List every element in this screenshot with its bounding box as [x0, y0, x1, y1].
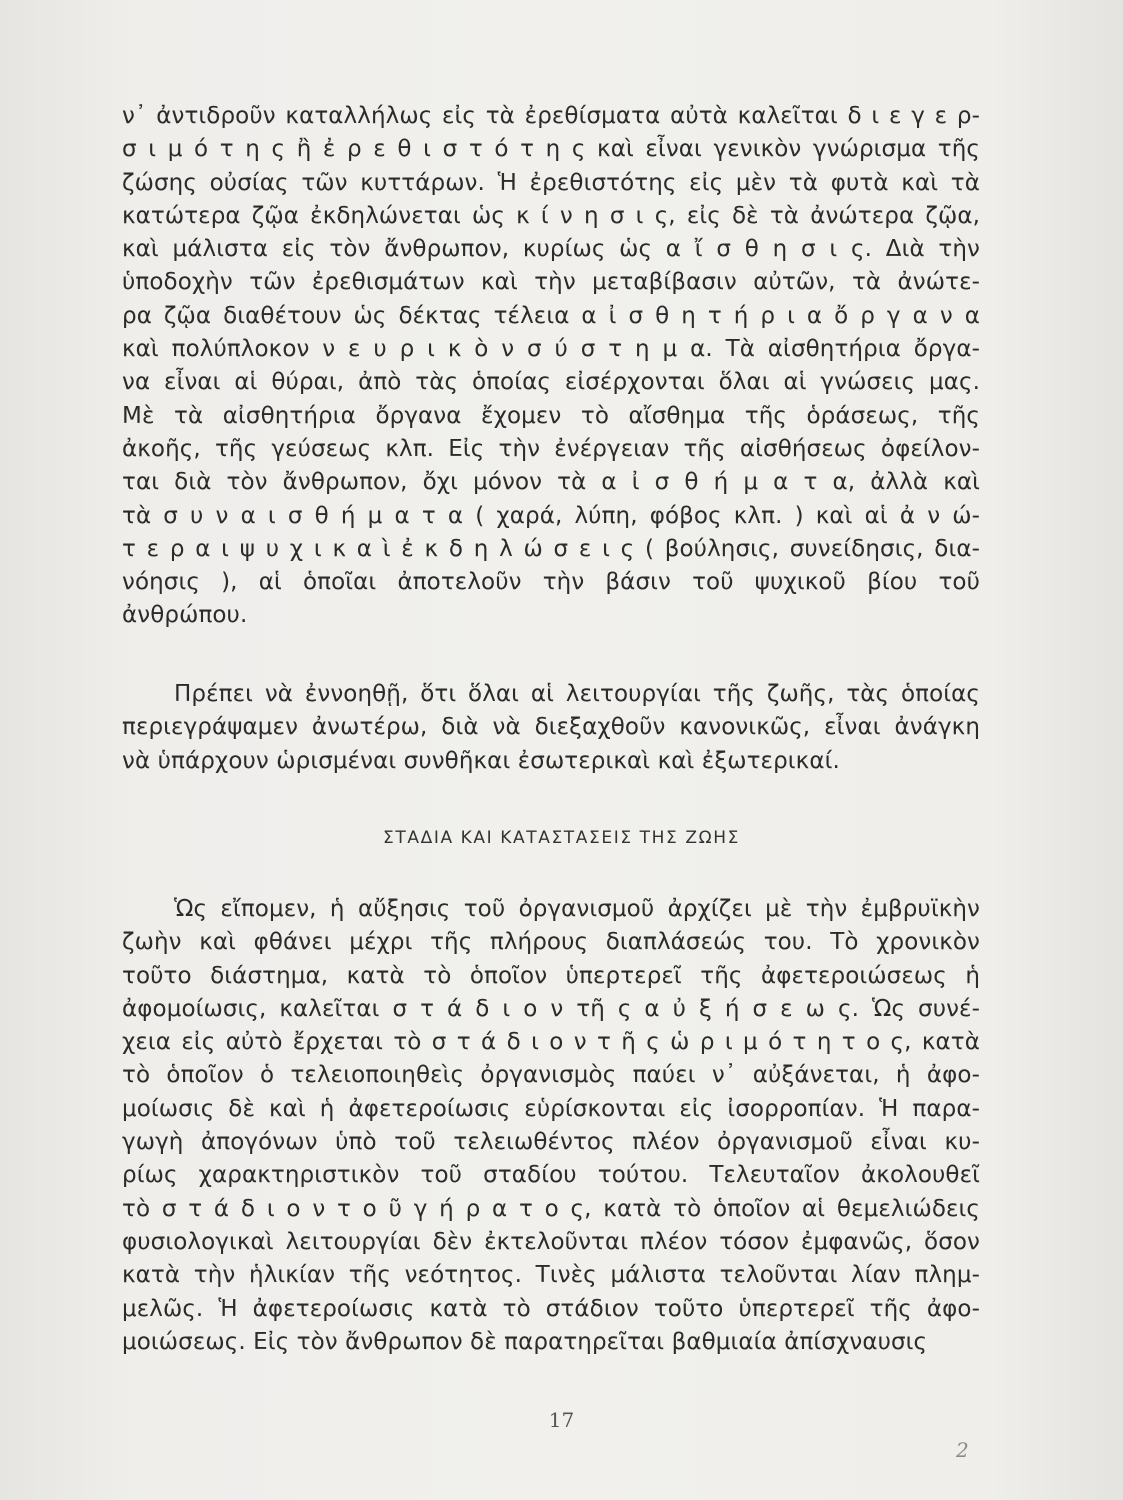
text-line: Μὲ τὰ αἰσθητήρια ὄργανα ἔχομεν τὸ αἴσθημα τῆς ὁράσεως, τῆς [122, 402, 980, 429]
text-line: χεια εἰς αὐτὸ ἔρχεται τὸ σ τ ά δ ι ο ν τ ῆ ς ὡ ρ ι μ ό τ η τ ο ς, κατὰ [122, 1029, 980, 1056]
text-line: ζωὴν καὶ φθάνει μέχρι τῆς πλήρους διαπλάσεώς του. Τὸ χρονικὸν [122, 929, 980, 956]
text-line: σ ι μ ό τ η ς ἢ ἐ ρ ε θ ι σ τ ό τ η ς καὶ εἶναι γενικὸν γνώρισμα τῆς [122, 136, 980, 163]
text-line: ἀκοῆς, τῆς γεύσεως κλπ. Εἰς τὴν ἐνέργειαν τῆς αἰσθήσεως ὀφείλον- [122, 435, 980, 462]
text-line: ζώσης οὐσίας τῶν κυττάρων. Ἡ ἐρεθιστότης εἰς μὲν τὰ φυτὰ καὶ τὰ [122, 169, 980, 196]
sheet-signature-mark: 2 [956, 1438, 969, 1462]
text-line: καὶ πολύπλοκον ν ε υ ρ ι κ ὸ ν σ ύ σ τ η μ α. Τὰ αἰσθητήρια ὄργα- [122, 336, 980, 363]
text-line: Ὡς εἴπομεν, ἡ αὔξησις τοῦ ὀργανισμοῦ ἀρχίζει μὲ τὴν ἐμβρυϊκὴν [174, 896, 980, 922]
stages-paragraph [122, 893, 980, 1359]
text-line: τὸ σ τ ά δ ι ο ν τ ο ῦ γ ή ρ α τ ο ς, κατὰ τὸ ὁποῖον αἱ θεμελιώδεις [122, 1195, 980, 1222]
text-line: μελῶς. Ἡ ἀφετεροίωσις κατὰ τὸ στάδιον τοῦτο ὑπερτερεῖ τῆς ἀφο- [122, 1295, 980, 1322]
text-line: ἀνθρώπου. [122, 602, 248, 629]
text-line: ρα ζῷα διαθέτουν ὡς δέκτας τέλεια α ἰ σ θ η τ ή ρ ι α ὄ ρ γ α ν α [122, 302, 980, 329]
functions-paragraph [122, 678, 980, 778]
text-line: ἀφομοίωσις, καλεῖται σ τ ά δ ι ο ν τῆ ς α ὐ ξ ή σ ε ω ς. Ὡς συνέ- [122, 995, 980, 1022]
text-line: νὰ ὑπάρχουν ὡρισμέναι συνθῆκαι ἐσωτερικαὶ καὶ ἐξωτερικαί. [122, 747, 840, 774]
text-line: κατώτερα ζῷα ἐκδηλώνεται ὡς κ ί ν η σ ι ς, εἰς δὲ τὰ ἀνώτερα ζῷα, [122, 202, 980, 229]
text-line: τὰ σ υ ν α ι σ θ ή μ α τ α ( χαρά, λύπη, φόβος κλπ. ) καὶ αἱ ἀ ν ώ- [122, 502, 980, 529]
section-heading: ΣΤΑΔΙΑ ΚΑΙ ΚΑΤΑΣΤΑΣΕΙΣ ΤΗΣ ΖΩΗΣ [383, 828, 740, 848]
text-line: καὶ μάλιστα εἰς τὸν ἄνθρωπον, κυρίως ὡς α ἴ σ θ η σ ι ς. Διὰ τὴν [122, 236, 980, 263]
text-line: ται διὰ τὸν ἄνθρωπον, ὄχι μόνον τὰ α ἰ σ θ ή μ α τ α, ἀλλὰ καὶ [122, 469, 980, 496]
intro-paragraph [122, 100, 980, 633]
text-line: ὑποδοχὴν τῶν ἐρεθισμάτων καὶ τὴν μεταβίβασιν αὐτῶν, τὰ ἀνώτε- [122, 269, 980, 296]
text-line: τὸ ὁποῖον ὁ τελειοποιηθεὶς ὀργανισμὸς παύει ν᾽ αὐξάνεται, ἡ ἀφο- [122, 1062, 980, 1089]
text-line: νόησις ), αἱ ὁποῖαι ἀποτελοῦν τὴν βάσιν τοῦ ψυχικοῦ βίου τοῦ [122, 569, 980, 596]
text-line: να εἶναι αἱ θύραι, ἀπὸ τὰς ὁποίας εἰσέρχονται ὅλαι αἱ γνώσεις μας. [122, 369, 980, 396]
text-line: μοίωσις δὲ καὶ ἡ ἀφετεροίωσις εὑρίσκονται εἰς ἰσορροπίαν. Ἡ παρα- [122, 1095, 980, 1122]
text-line: ν᾽ ἀντιδροῦν καταλλήλως εἰς τὰ ἐρεθίσματα αὐτὰ καλεῖται δ ι ε γ ε ρ- [122, 103, 980, 129]
text-line: Πρέπει νὰ ἐννοηθῇ, ὅτι ὅλαι αἱ λειτουργίαι τῆς ζωῆς, τὰς ὁποίας [174, 681, 980, 707]
text-line: ρίως χαρακτηριστικὸν τοῦ σταδίου τούτου. Τελευταῖον ἀκολουθεῖ [122, 1162, 980, 1189]
text-line: τοῦτο διάστημα, κατὰ τὸ ὁποῖον ὑπερτερεῖ τῆς ἀφετεροιώσεως ἡ [122, 962, 980, 989]
text-line: φυσιολογικαὶ λειτουργίαι δὲν ἐκτελοῦνται πλέον τόσον ἐμφανῶς, ὅσον [122, 1228, 980, 1255]
text-line: μοιώσεως. Εἰς τὸν ἄνθρωπον δὲ παρατηρεῖται βαθμιαία ἀπίσχναυσις [122, 1328, 928, 1355]
text-line: περιεγράψαμεν ἀνωτέρω, διὰ νὰ διεξαχθοῦν κανονικῶς, εἶναι ἀνάγκη [122, 714, 980, 741]
text-line: γωγὴ ἀπογόνων ὑπὸ τοῦ τελειωθέντος πλέον ὀργανισμοῦ εἶναι κυ- [122, 1129, 980, 1156]
page-number: 17 [548, 1408, 575, 1432]
text-line: κατὰ τὴν ἡλικίαν τῆς νεότητος. Τινὲς μάλιστα τελοῦνται λίαν πλημ- [122, 1262, 980, 1289]
text-line: τ ε ρ α ι ψ υ χ ι κ α ὶ ἐ κ δ η λ ώ σ ε ι ς ( βούλησις, συνείδησις, δια- [122, 535, 980, 562]
